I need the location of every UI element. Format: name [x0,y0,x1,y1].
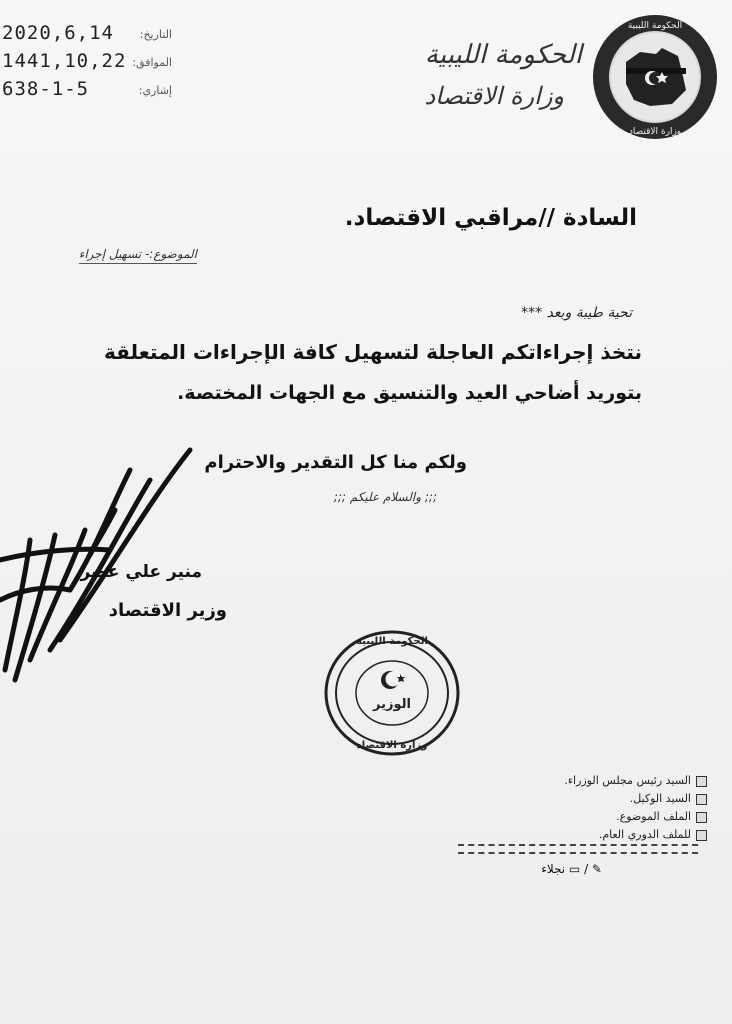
closing-regards: ولكم منا كل التقدير والاحترام [204,452,467,473]
cc-item: الملف الموضوع. [427,808,707,826]
hijri-row [0,50,180,74]
document-icon [696,794,707,805]
cc-item: السيد رئيس مجلس الوزراء. [427,772,707,790]
ministry-emblem-icon [590,12,720,142]
document-icon [696,776,707,787]
body-line-1: نتخذ إجراءاتكم العاجلة لتسهيل كافة الإجراءات المتعلقة [103,340,642,364]
addressee: السادة //مراقبي الاقتصاد. [344,205,637,231]
ref-label: إشاري: [138,84,172,97]
stamp-top-text: الحكومة الليبية [356,636,428,647]
date-label: التاريخ: [139,28,172,41]
government-title: الحكومة الليبية [424,40,582,70]
typist-name: نجلاء [541,862,566,876]
laptop-icon: ▭ [568,862,581,876]
date-row [0,22,180,46]
greeting: تحية طيبة وبعد *** [521,305,632,321]
stamp-center-text: الوزير [373,697,411,712]
signatory-title: وزير الاقتصاد [108,600,227,621]
document-icon [696,830,707,841]
divider [458,844,698,854]
pencil-icon: ✎ / [584,862,602,876]
document-icon [696,812,707,823]
hijri-value: 1441,10,22 [2,50,127,72]
emblem-bottom-text: وزارة الاقتصاد [628,127,682,137]
subject-line: الموضوع:- تسهيل إجراء [79,247,197,264]
ministry-title: وزارة الاقتصاد [424,82,564,110]
footer-typist [541,862,602,876]
hijri-label: الموافق: [132,56,172,69]
stamp-bottom-text: وزارة الاقتصاد [356,740,428,751]
official-stamp-icon [322,628,462,758]
cc-item: السيد الوكيل. [427,790,707,808]
cc-list [427,772,707,844]
emblem-top-text: الحكومة الليبية [627,21,683,31]
body-line-2: بتوريد أضاحي العيد والتنسيق مع الجهات المختصة. [177,382,642,404]
cc-item: للملف الدوري العام. [427,826,707,844]
date-value: 2020,6,14 [2,22,114,44]
ref-value: 638-1-5 [2,78,90,100]
closing-salutation: ;;; والسلام عليكم ;;; [333,490,437,504]
ref-row [0,78,180,102]
signatory-name: منير علي عصر [80,562,202,582]
